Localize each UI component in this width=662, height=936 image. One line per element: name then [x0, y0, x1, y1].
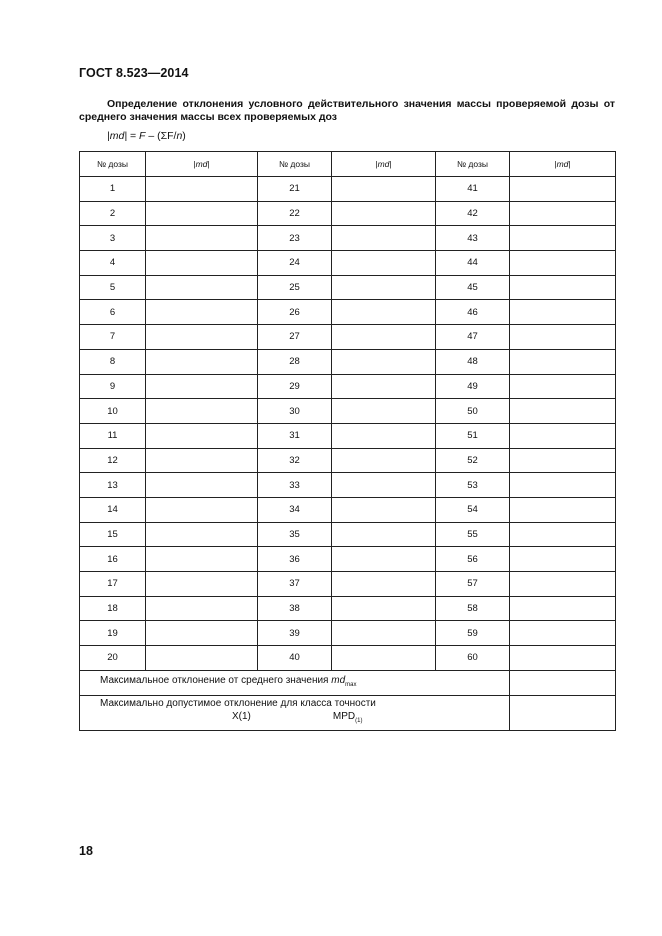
md-value-cell[interactable] — [332, 300, 436, 325]
md-value-cell[interactable] — [332, 399, 436, 424]
summary-max-sub: max — [345, 681, 357, 688]
md-value-cell[interactable] — [332, 473, 436, 498]
dose-number-cell: 42 — [436, 201, 510, 226]
table-row — [80, 522, 616, 547]
dose-number-cell: 17 — [80, 572, 146, 597]
summary-row-mpd — [80, 695, 616, 730]
dose-number-cell: 16 — [80, 547, 146, 572]
table-row — [80, 325, 616, 350]
md-value-cell[interactable] — [510, 646, 616, 671]
table-row — [80, 423, 616, 448]
md-value-cell[interactable] — [146, 275, 258, 300]
md-value-cell[interactable] — [332, 177, 436, 202]
dose-number-cell: 26 — [258, 300, 332, 325]
dose-number-cell: 27 — [258, 325, 332, 350]
md-value-cell[interactable] — [510, 251, 616, 276]
dose-number-cell: 25 — [258, 275, 332, 300]
formula-lhs: |md| — [107, 130, 128, 142]
md-value-cell[interactable] — [146, 251, 258, 276]
summary-row-max — [80, 670, 616, 695]
md-value-cell[interactable] — [332, 547, 436, 572]
md-value-cell[interactable] — [332, 621, 436, 646]
md-value-cell[interactable] — [332, 201, 436, 226]
md-value-cell[interactable] — [146, 325, 258, 350]
md-value-cell[interactable] — [146, 596, 258, 621]
dose-number-cell: 53 — [436, 473, 510, 498]
table-row — [80, 399, 616, 424]
dose-number-cell: 14 — [80, 497, 146, 522]
table-row — [80, 473, 616, 498]
md-value-cell[interactable] — [146, 497, 258, 522]
caption-line-1: Определение отклонения условного действительного значения массы проверяемой дозы от — [107, 98, 615, 110]
table-row — [80, 300, 616, 325]
dose-number-cell: 34 — [258, 497, 332, 522]
dose-number-cell: 19 — [80, 621, 146, 646]
header-dose-1: № дозы — [80, 152, 146, 177]
dose-number-cell: 21 — [258, 177, 332, 202]
dose-deviation-table — [79, 151, 616, 731]
md-value-cell[interactable] — [510, 497, 616, 522]
dose-number-cell: 55 — [436, 522, 510, 547]
dose-number-cell: 28 — [258, 349, 332, 374]
md-value-cell[interactable] — [332, 522, 436, 547]
md-value-cell[interactable] — [510, 572, 616, 597]
md-value-cell[interactable] — [146, 522, 258, 547]
dose-number-cell: 57 — [436, 572, 510, 597]
dose-number-cell: 4 — [80, 251, 146, 276]
formula-close: ) — [182, 130, 186, 142]
md-value-cell[interactable] — [332, 423, 436, 448]
md-value-cell[interactable] — [146, 374, 258, 399]
table-row — [80, 547, 616, 572]
dose-number-cell: 59 — [436, 621, 510, 646]
summary-mpd-mpd: MPD — [332, 711, 356, 723]
md-value-cell[interactable] — [510, 522, 616, 547]
dose-number-cell: 11 — [80, 423, 146, 448]
formula-eq: = — [127, 130, 140, 142]
md-value-cell[interactable] — [510, 325, 616, 350]
md-value-cell[interactable] — [332, 448, 436, 473]
table-row — [80, 275, 616, 300]
dose-number-cell: 23 — [258, 226, 332, 251]
md-value-cell[interactable] — [510, 374, 616, 399]
table-row — [80, 621, 616, 646]
table-row — [80, 226, 616, 251]
summary-max-text: Максимальное отклонение от среднего значения — [100, 674, 332, 686]
dose-number-cell: 33 — [258, 473, 332, 498]
md-value-cell[interactable] — [510, 399, 616, 424]
md-value-cell[interactable] — [510, 621, 616, 646]
dose-number-cell: 1 — [80, 177, 146, 202]
table-header-row — [80, 152, 616, 177]
md-value-cell[interactable] — [146, 399, 258, 424]
dose-number-cell: 3 — [80, 226, 146, 251]
dose-number-cell: 22 — [258, 201, 332, 226]
dose-number-cell: 48 — [436, 349, 510, 374]
dose-number-cell: 58 — [436, 596, 510, 621]
dose-number-cell: 36 — [258, 547, 332, 572]
dose-number-cell: 44 — [436, 251, 510, 276]
dose-number-cell: 30 — [258, 399, 332, 424]
md-value-cell[interactable] — [332, 275, 436, 300]
summary-mpd-x1: X(1) — [232, 711, 251, 723]
md-value-cell[interactable] — [146, 448, 258, 473]
dose-number-cell: 51 — [436, 423, 510, 448]
dose-number-cell: 60 — [436, 646, 510, 671]
dose-number-cell: 54 — [436, 497, 510, 522]
formula-n: n — [176, 130, 183, 142]
dose-number-cell: 6 — [80, 300, 146, 325]
table-row — [80, 497, 616, 522]
dose-number-cell: 49 — [436, 374, 510, 399]
md-value-cell[interactable] — [332, 646, 436, 671]
md-value-cell[interactable] — [510, 473, 616, 498]
md-value-cell[interactable] — [332, 572, 436, 597]
table-row — [80, 349, 616, 374]
table-row — [80, 646, 616, 671]
md-value-cell[interactable] — [146, 226, 258, 251]
table-row — [80, 251, 616, 276]
md-value-cell[interactable] — [510, 349, 616, 374]
dose-number-cell: 41 — [436, 177, 510, 202]
md-value-cell[interactable] — [146, 646, 258, 671]
md-value-cell[interactable] — [146, 621, 258, 646]
md-value-cell[interactable] — [146, 423, 258, 448]
dose-number-cell: 15 — [80, 522, 146, 547]
table-row — [80, 201, 616, 226]
md-value-cell[interactable] — [332, 374, 436, 399]
summary-mpd-value-cell[interactable] — [510, 695, 616, 730]
md-value-cell[interactable] — [146, 547, 258, 572]
md-value-cell[interactable] — [510, 300, 616, 325]
dose-number-cell: 13 — [80, 473, 146, 498]
dose-number-cell: 2 — [80, 201, 146, 226]
md-value-cell[interactable] — [510, 177, 616, 202]
dose-number-cell: 7 — [80, 325, 146, 350]
md-value-cell[interactable] — [510, 275, 616, 300]
table-row — [80, 448, 616, 473]
summary-max-md: md — [331, 674, 346, 686]
dose-number-cell: 38 — [258, 596, 332, 621]
md-value-cell[interactable] — [510, 201, 616, 226]
dose-number-cell: 56 — [436, 547, 510, 572]
md-value-cell[interactable] — [510, 596, 616, 621]
md-value-cell[interactable] — [146, 177, 258, 202]
summary-mpd-line1: Максимально допустимое отклонение для класса точности — [100, 698, 376, 710]
formula — [107, 130, 186, 142]
dose-number-cell: 24 — [258, 251, 332, 276]
table-row — [80, 572, 616, 597]
md-value-cell[interactable] — [146, 300, 258, 325]
table-caption — [79, 98, 615, 124]
md-value-cell[interactable] — [332, 497, 436, 522]
md-value-cell[interactable] — [332, 226, 436, 251]
header-dose-3: № дозы — [436, 152, 510, 177]
summary-mpd-line2 — [100, 710, 509, 728]
dose-number-cell: 50 — [436, 399, 510, 424]
dose-number-cell: 8 — [80, 349, 146, 374]
summary-max-value-cell[interactable] — [510, 670, 616, 695]
table-row — [80, 374, 616, 399]
dose-number-cell: 29 — [258, 374, 332, 399]
dose-number-cell: 20 — [80, 646, 146, 671]
dose-number-cell: 52 — [436, 448, 510, 473]
header-dose-2: № дозы — [258, 152, 332, 177]
dose-number-cell: 45 — [436, 275, 510, 300]
dose-number-cell: 31 — [258, 423, 332, 448]
md-value-cell[interactable] — [146, 349, 258, 374]
document-header: ГОСТ 8.523—2014 — [79, 66, 189, 80]
md-value-cell[interactable] — [146, 473, 258, 498]
dose-number-cell: 5 — [80, 275, 146, 300]
dose-number-cell: 18 — [80, 596, 146, 621]
header-md-3: |md| — [510, 152, 616, 177]
md-value-cell[interactable] — [146, 201, 258, 226]
header-md-1: |md| — [146, 152, 258, 177]
dose-number-cell: 32 — [258, 448, 332, 473]
table-row — [80, 596, 616, 621]
dose-number-cell: 12 — [80, 448, 146, 473]
dose-number-cell: 43 — [436, 226, 510, 251]
md-value-cell[interactable] — [510, 226, 616, 251]
md-value-cell[interactable] — [510, 547, 616, 572]
caption-line-2: среднего значения массы всех проверяемых доз — [79, 111, 338, 123]
dose-number-cell: 40 — [258, 646, 332, 671]
dose-number-cell: 39 — [258, 621, 332, 646]
md-value-cell[interactable] — [332, 349, 436, 374]
dose-number-cell: 9 — [80, 374, 146, 399]
summary-mpd-sub: (1) — [355, 718, 363, 725]
dose-number-cell: 46 — [436, 300, 510, 325]
md-value-cell[interactable] — [332, 251, 436, 276]
dose-number-cell: 35 — [258, 522, 332, 547]
md-value-cell[interactable] — [510, 448, 616, 473]
md-value-cell[interactable] — [332, 596, 436, 621]
page-number: 18 — [79, 844, 93, 858]
dose-number-cell: 37 — [258, 572, 332, 597]
summary-max-label — [80, 670, 510, 695]
md-value-cell[interactable] — [146, 572, 258, 597]
dose-number-cell: 47 — [436, 325, 510, 350]
formula-rest: – (ΣF/ — [145, 130, 177, 142]
md-value-cell[interactable] — [332, 325, 436, 350]
md-value-cell[interactable] — [510, 423, 616, 448]
header-md-2: |md| — [332, 152, 436, 177]
table-row — [80, 177, 616, 202]
summary-mpd-label — [80, 695, 510, 730]
formula-F: F — [139, 130, 146, 142]
dose-number-cell: 10 — [80, 399, 146, 424]
